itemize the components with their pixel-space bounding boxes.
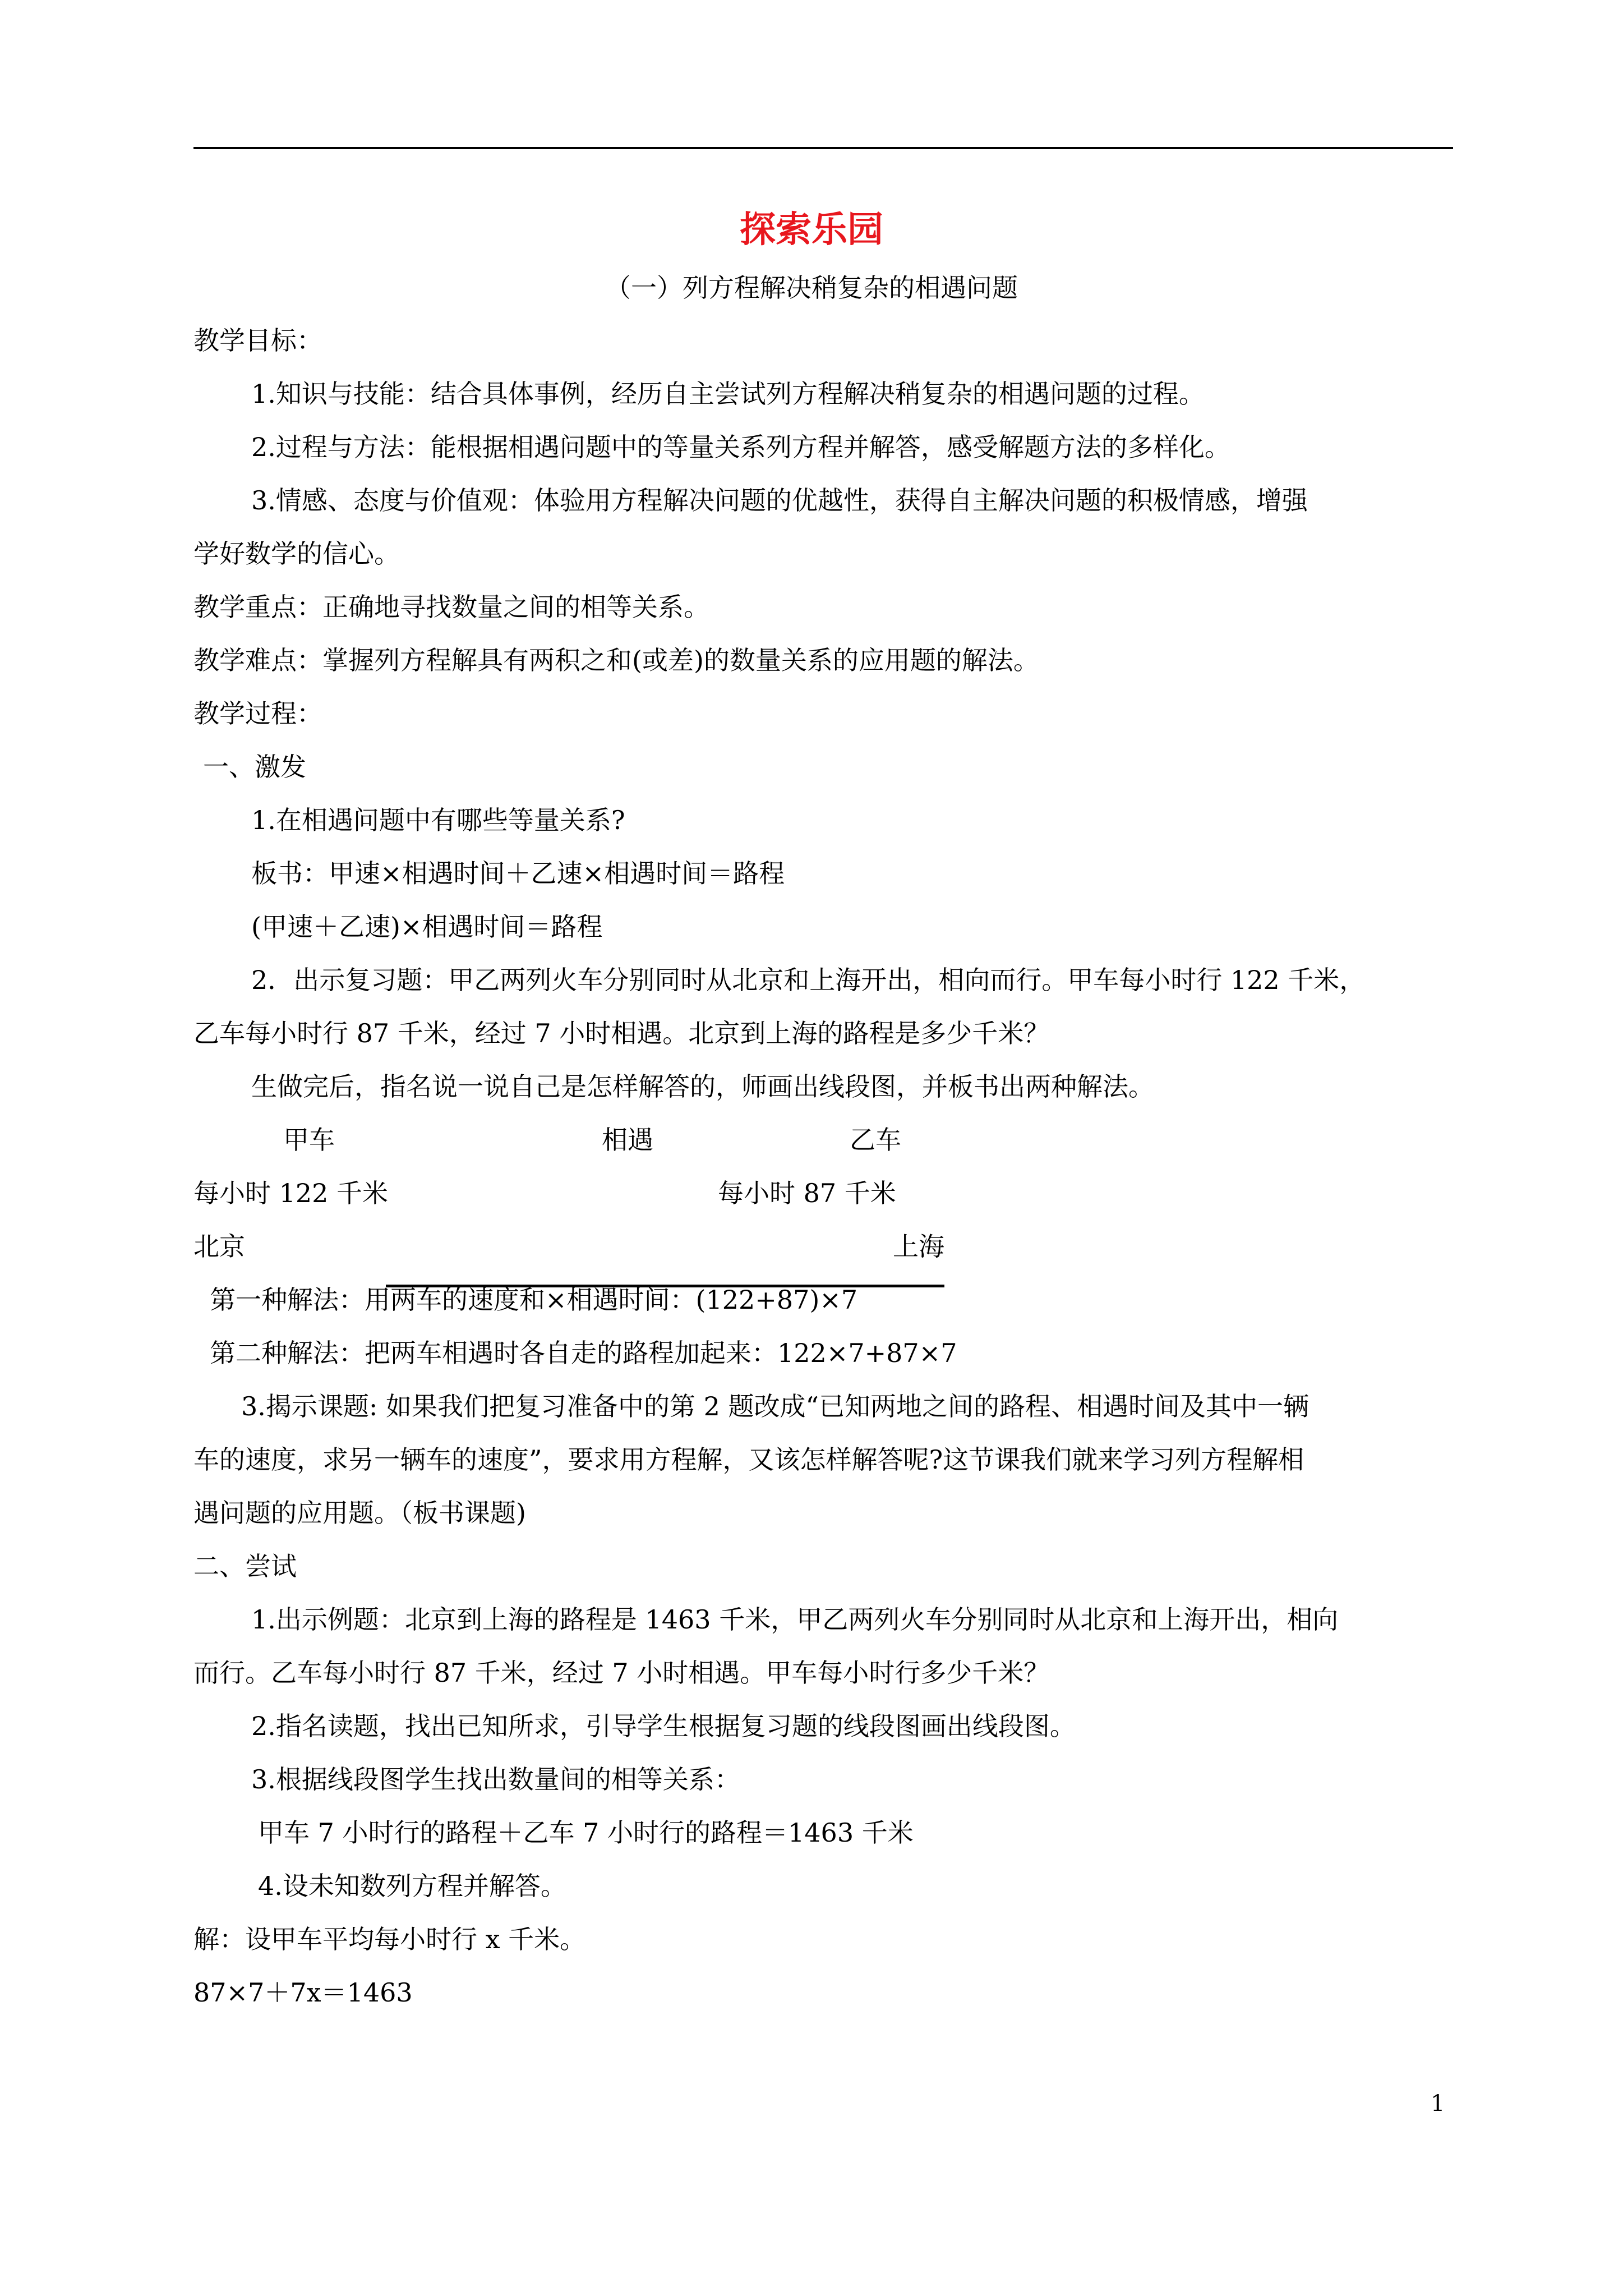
section-heading: 一、激发 — [203, 752, 306, 782]
text-line: 教学重点：正确地寻找数量之间的相等关系。 — [193, 592, 709, 622]
diagram-car-b: 乙车 — [850, 1125, 901, 1155]
text-line: 板书：甲速×相遇时间＋乙速×相遇时间＝路程 — [251, 858, 785, 889]
text-line: 学好数学的信心。 — [193, 539, 400, 569]
text-line: 教学目标： — [193, 325, 322, 356]
text-line: 2．出示复习题：甲乙两列火车分别同时从北京和上海开出，相向而行。甲车每小时行 122 千米， — [251, 965, 1366, 995]
text-line: 1.出示例题：北京到上海的路程是 1463 千米，甲乙两列火车分别同时从北京和上海开出，相向 — [251, 1604, 1339, 1635]
text-line: 第二种解法：把两车相遇时各自走的路程加起来：122×7+87×7 — [210, 1338, 957, 1368]
text-line: 教学过程： — [193, 698, 322, 729]
page-number: 1 — [1431, 2091, 1445, 2116]
text-line: 解：设甲车平均每小时行 x 千米。 — [193, 1924, 586, 1954]
text-line: 3.情感、态度与价值观：体验用方程解决问题的优越性，获得自主解决问题的积极情感，增强 — [251, 485, 1308, 516]
text-line: 3.根据线段图学生找出数量间的相等关系： — [251, 1764, 740, 1795]
diagram-end-label: 上海 — [893, 1231, 944, 1262]
diagram-car-a: 甲车 — [283, 1125, 335, 1155]
text-line: 2.过程与方法：能根据相遇问题中的等量关系列方程并解答，感受解题方法的多样化。 — [251, 432, 1230, 462]
header-rule — [193, 147, 1453, 149]
text-line: 3.揭示课题: 如果我们把复习准备中的第 2 题改成“已知两地之间的路程、相遇时间及其中一辆 — [241, 1391, 1310, 1421]
text-line: 第一种解法：用两车的速度和×相遇时间：(122+87)×7 — [210, 1285, 858, 1315]
text-line: 1.在相遇问题中有哪些等量关系? — [251, 805, 625, 835]
text-line: 4.设未知数列方程并解答。 — [258, 1871, 566, 1901]
text-line: 而行。乙车每小时行 87 千米，经过 7 小时相遇。甲车每小时行多少千米？ — [193, 1658, 1050, 1688]
text-line: 乙车每小时行 87 千米，经过 7 小时相遇。北京到上海的路程是多少千米？ — [193, 1018, 1050, 1048]
diagram-meet: 相遇 — [602, 1125, 653, 1155]
page-title: 探索乐园 — [740, 209, 883, 251]
text-line: 2.指名读题，找出已知所求，引导学生根据复习题的线段图画出线段图。 — [251, 1711, 1076, 1741]
text-line: 遇问题的应用题。（板书课题) — [193, 1498, 526, 1528]
text-line: 87×7＋7x＝1463 — [193, 1977, 413, 2008]
diagram-speed-a: 每小时 122 千米 — [193, 1178, 389, 1208]
diagram-start-label: 北京 — [193, 1231, 245, 1262]
text-line: 甲车 7 小时行的路程＋乙车 7 小时行的路程＝1463 千米 — [258, 1818, 914, 1848]
diagram-speed-b: 每小时 87 千米 — [718, 1178, 896, 1208]
text-line: 教学难点：掌握列方程解具有两积之和(或差)的数量关系的应用题的解法。 — [193, 645, 1039, 675]
text-line: (甲速＋乙速)×相遇时间＝路程 — [251, 912, 603, 942]
text-line: 1.知识与技能：结合具体事例，经历自主尝试列方程解决稍复杂的相遇问题的过程。 — [251, 379, 1205, 409]
section-heading: 二、尝试 — [193, 1551, 297, 1581]
text-line: 生做完后，指名说一说自己是怎样解答的，师画出线段图，并板书出两种解法。 — [251, 1071, 1154, 1102]
text-line: 车的速度，求另一辆车的速度”，要求用方程解，又该怎样解答呢?这节课我们就来学习列方程解相 — [193, 1444, 1304, 1475]
lesson-subtitle: （一）列方程解决稍复杂的相遇问题 — [605, 273, 1018, 303]
